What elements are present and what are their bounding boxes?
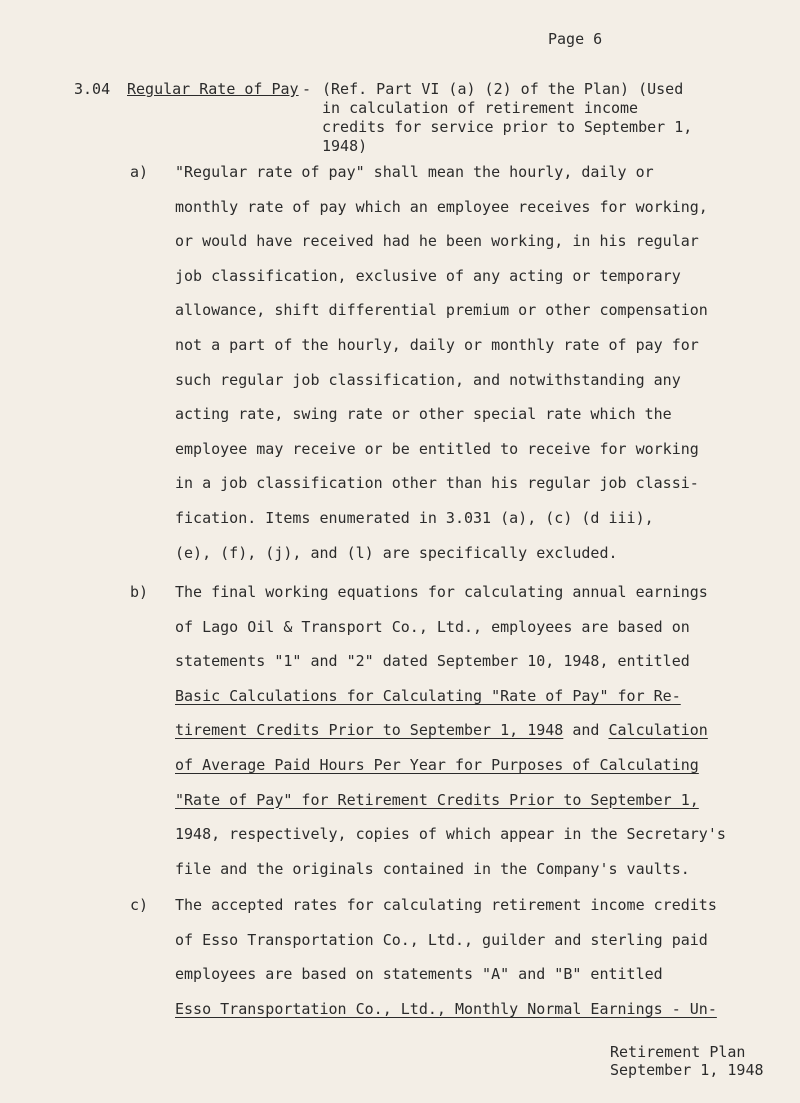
paragraph-line: allowance, shift differential premium or other compensation [175,301,708,320]
paragraph-line: such regular job classification, and notwithstanding any [175,370,681,389]
paragraph-c-marker: c) [130,896,149,914]
underlined-title-part: tirement Credits Prior to September 1, 1948 [175,721,564,740]
paragraph-b [175,575,726,886]
paragraph-line: employee may receive or be entitled to receive for working [175,439,699,458]
connector-word: and [563,721,609,740]
paragraph-line: monthly rate of pay which an employee receives for working, [175,197,708,216]
section-dash: - [302,80,312,98]
paragraph-line-mixed [175,713,726,748]
section-number: 3.04 [74,80,111,98]
paragraph-b-marker: b) [130,583,149,601]
paragraph-line: or would have received had he been working, in his regular [175,232,699,251]
paragraph-line: statements "1" and "2" dated September 10, 1948, entitled [175,652,690,671]
section-reference [322,80,722,156]
paragraph-line: not a part of the hourly, daily or monthly rate of pay for [175,335,699,354]
paragraph-a-marker: a) [130,163,149,181]
section-reference-line: (Ref. Part VI (a) (2) of the Plan) (Used [322,80,684,98]
paragraph-line: The accepted rates for calculating retirement income credits [175,896,717,914]
footer-line: Retirement Plan [610,1043,746,1061]
paragraph-line: employees are based on statements "A" and "B" entitled [175,965,663,984]
section-title: Regular Rate of Pay [127,80,299,98]
paragraph-line: in a job classification other than his regular job classi- [175,474,699,493]
paragraph-line: The final working equations for calculating annual earnings [175,583,708,601]
paragraph-c [175,888,717,1026]
paragraph-a [175,155,708,570]
paragraph-line: job classification, exclusive of any acting or temporary [175,266,681,285]
paragraph-line: file and the originals contained in the Company's vaults. [175,859,690,878]
underlined-title-line: of Average Paid Hours Per Year for Purposes of Calculating [175,755,699,774]
underlined-title-line: Esso Transportation Co., Ltd., Monthly Normal Earnings - Un- [175,999,717,1018]
footer-line: September 1, 1948 [610,1061,764,1079]
underlined-title-part: Calculation [608,721,708,740]
underlined-title-line: "Rate of Pay" for Retirement Credits Prior to September 1, [175,790,699,809]
paragraph-line: (e), (f), (j), and (l) are specifically excluded. [175,543,618,562]
paragraph-line: acting rate, swing rate or other special rate which the [175,405,672,424]
section-reference-line: in calculation of retirement income [322,99,639,117]
underlined-title-line: Basic Calculations for Calculating "Rate of Pay" for Re- [175,686,681,705]
paragraph-line: "Regular rate of pay" shall mean the hourly, daily or [175,163,654,181]
paragraph-line: of Esso Transportation Co., Ltd., guilder and sterling paid [175,930,708,949]
footer [610,1043,764,1079]
paragraph-line: fication. Items enumerated in 3.031 (a), (c) (d iii), [175,508,654,527]
page-number: Page 6 [548,30,603,48]
paragraph-line: of Lago Oil & Transport Co., Ltd., employees are based on [175,617,690,636]
section-reference-line: credits for service prior to September 1, [322,118,693,136]
paragraph-line: 1948, respectively, copies of which appear in the Secretary's [175,825,726,844]
section-reference-line: 1948) [322,137,368,155]
